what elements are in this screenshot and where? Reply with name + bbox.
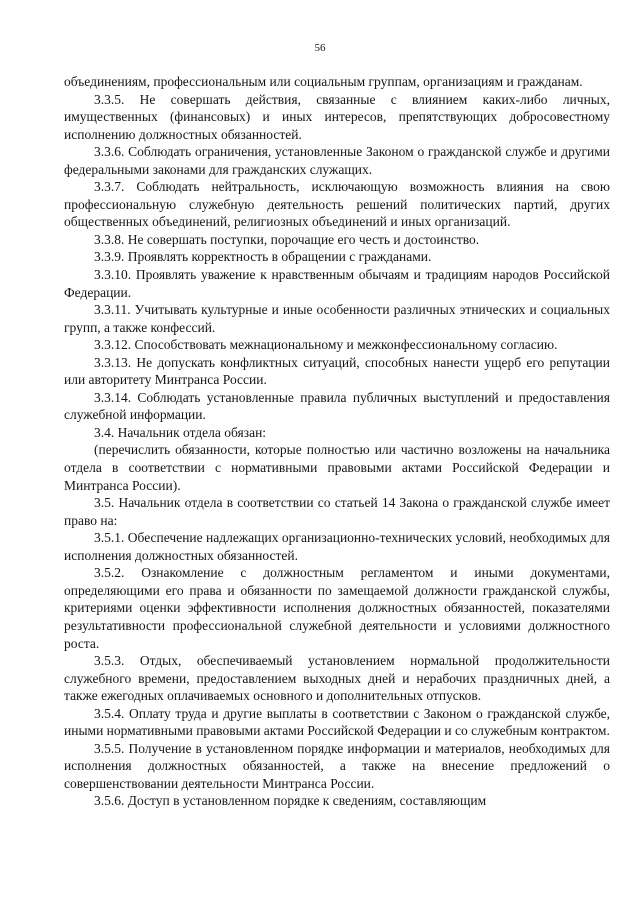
- paragraph-3-3-7: 3.3.7. Соблюдать нейтральность, исключающую возможность влияния на свою профессиональную служебную деятельность решений политических партий, других общественных объединений, религиозных объединений и иных организаций.: [64, 179, 610, 230]
- document-body: [64, 73, 610, 810]
- paragraph-3-5-5: 3.5.5. Получение в установленном порядке информации и материалов, необходимых для исполнения должностных обязанностей, а также на внесение предложений о совершенствовании деятельности Минтранса России.: [64, 740, 610, 791]
- paragraph-3-3-8: 3.3.8. Не совершать поступки, порочащие его честь и достоинство.: [94, 231, 480, 247]
- page-number: 56: [314, 42, 326, 54]
- paragraph-3-3-9: 3.3.9. Проявлять корректность в обращении с гражданами.: [94, 249, 432, 265]
- paragraph-3-3-5: 3.3.5. Не совершать действия, связанные с влиянием каких-либо личных, имущественных (финансовых) и иных интересов, препятствующих добросовестному исполнению должностных обязанностей.: [64, 91, 610, 142]
- paragraph-3-3-12: 3.3.12. Способствовать межнациональному и межконфессиональному согласию.: [94, 337, 558, 353]
- paragraph-3-5-6: 3.5.6. Доступ в установленном порядке к сведениям, составляющим: [94, 793, 487, 809]
- paragraph-3-5-4: 3.5.4. Оплату труда и другие выплаты в соответствии с Законом о гражданской службе, иными нормативными правовыми актами Российской Федерации и со служебным контрактом.: [64, 705, 610, 739]
- paragraph-3-3-13: 3.3.13. Не допускать конфликтных ситуаций, способных нанести ущерб его репутации или авторитету Минтранса России.: [64, 354, 610, 388]
- paragraph-3-5-1: 3.5.1. Обеспечение надлежащих организационно-технических условий, необходимых для исполнения должностных обязанностей.: [64, 530, 610, 563]
- paragraph-3-4-note: (перечислить обязанности, которые полностью или частично возложены на начальника отдела в соответствии с нормативными правовыми актами Российской Федерации и Минтранса России).: [64, 442, 610, 493]
- paragraph-3-5-3: 3.5.3. Отдых, обеспечиваемый установлением нормальной продолжительности служебного времени, предоставлением выходных дней и нерабочих праздничных дней, а также ежегодных оплачиваемых основного и дополнительных отпусков.: [64, 653, 610, 704]
- paragraph-3-5-2: 3.5.2. Ознакомление с должностным регламентом и иными документами, определяющими его права и обязанности по замещаемой должности гражданской службы, критериями оценки эффективности исполнения должностных обязанностей, показателями результативности профессиональной служебной деятельности и условиями должностного роста.: [64, 565, 610, 651]
- paragraph-3-3-11: 3.3.11. Учитывать культурные и иные особенности различных этнических и социальных групп, а также конфессий.: [64, 302, 610, 335]
- paragraph-continuation: объединениям, профессиональным или социальным группам, организациям и гражданам.: [64, 74, 583, 89]
- paragraph-3-5: 3.5. Начальник отдела в соответствии со статьей 14 Закона о гражданской службе имеет право на:: [64, 495, 610, 528]
- paragraph-3-3-14: 3.3.14. Соблюдать установленные правила публичных выступлений и предоставления служебной информации.: [64, 389, 610, 423]
- paragraph-3-4: 3.4. Начальник отдела обязан:: [94, 424, 267, 440]
- paragraph-3-3-6: 3.3.6. Соблюдать ограничения, установленные Законом о гражданской службе и другими федеральными законами для гражданских служащих.: [64, 144, 610, 177]
- paragraph-3-3-10: 3.3.10. Проявлять уважение к нравственным обычаям и традициям народов Российской Федерации.: [64, 267, 610, 300]
